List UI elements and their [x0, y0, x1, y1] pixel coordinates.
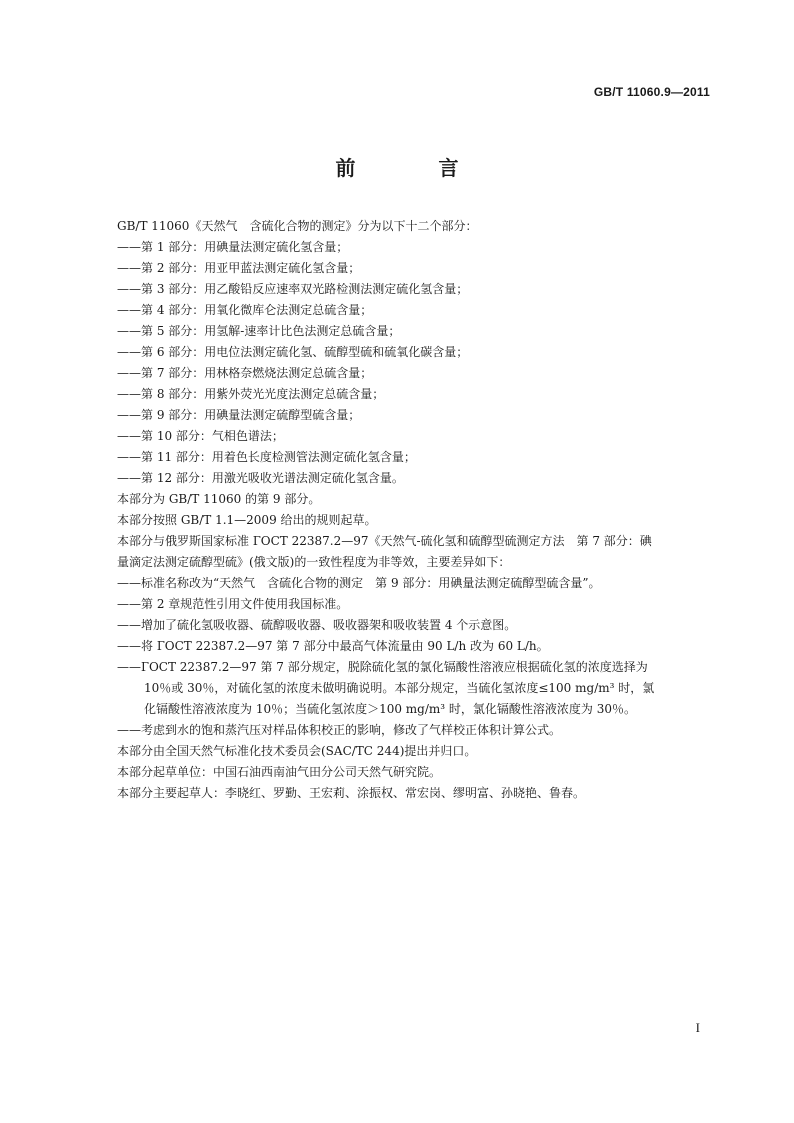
paragraph-line: 本部分主要起草人：李晓红、罗勤、王宏莉、涂振权、常宏岗、缪明富、孙晓艳、鲁春。	[117, 786, 586, 800]
list-item: ——第 9 部分：用碘量法测定硫醇型硫含量；	[117, 408, 361, 422]
list-item: ——第 8 部分：用紫外荧光光度法测定总硫含量；	[117, 387, 385, 401]
list-item: ——第 1 部分：用碘量法测定硫化氢含量；	[117, 240, 349, 254]
list-item: ——ГОСТ 22387.2—97 第 7 部分规定，脱除硫化氢的氯化镉酸性溶液应根据硫化氢的浓度选择为	[117, 660, 648, 674]
paragraph-line: 本部分起草单位：中国石油西南油气田分公司天然气研究院。	[117, 765, 442, 779]
list-item: ——第 12 部分：用激光吸收光谱法测定硫化氢含量。	[117, 471, 404, 485]
document-code: GB/T 11060.9—2011	[593, 85, 710, 99]
list-item: ——增加了硫化氢吸收器、硫醇吸收器、吸收器架和吸收装置 4 个示意图。	[117, 618, 517, 632]
paragraph-line: GB/T 11060《天然气 含硫化合物的测定》分为以下十二个部分：	[117, 219, 478, 233]
list-item: ——第 4 部分：用氧化微库仑法测定总硫含量；	[117, 303, 373, 317]
list-item: ——第 3 部分：用乙酸铅反应速率双光路检测法测定硫化氢含量；	[117, 282, 469, 296]
paragraph-line: 本部分按照 GB/T 1.1—2009 给出的规则起草。	[117, 513, 377, 527]
paragraph-line: 本部分与俄罗斯国家标准 ГОСТ 22387.2—97《天然气-硫化氢和硫醇型硫测定方法 第 7 部分：碘	[117, 534, 652, 548]
list-item: ——将 ГОСТ 22387.2—97 第 7 部分中最高气体流量由 90 L/h 改为 60 L/h。	[117, 639, 549, 653]
list-item: ——第 2 部分：用亚甲蓝法测定硫化氢含量；	[117, 261, 361, 275]
paragraph-line: 量滴定法测定硫醇型硫》(俄文版)的一致性程度为非等效，主要差异如下：	[117, 555, 511, 569]
foreword-body	[117, 216, 712, 804]
list-item: ——第 6 部分：用电位法测定硫化氢、硫醇型硫和硫氧化碳含量；	[117, 345, 469, 359]
list-item: ——考虑到水的饱和蒸汽压对样品体积校正的影响，修改了气样校正体积计算公式。	[117, 723, 562, 737]
list-item-continuation: 化镉酸性溶液浓度为 10％；当硫化氢浓度＞100 mg/m³ 时，氯化镉酸性溶液浓度为 30％。	[144, 702, 636, 716]
list-item: ——第 10 部分：气相色谱法；	[117, 429, 284, 443]
list-item: ——第 7 部分：用林格奈燃烧法测定总硫含量；	[117, 366, 373, 380]
paragraph-line: 本部分为 GB/T 11060 的第 9 部分。	[117, 492, 321, 506]
list-item: ——第 11 部分：用着色长度检测管法测定硫化氢含量；	[117, 450, 416, 464]
list-item: ——标准名称改为“天然气 含硫化合物的测定 第 9 部分：用碘量法测定硫醇型硫含量”。	[117, 576, 601, 590]
paragraph-line: 本部分由全国天然气标准化技术委员会(SAC/TC 244)提出并归口。	[117, 744, 477, 758]
list-item: ——第 2 章规范性引用文件使用我国标准。	[117, 597, 349, 611]
page-title: 前 言	[335, 156, 497, 180]
list-item-continuation: 10％或 30％，对硫化氢的浓度未做明确说明。本部分规定，当硫化氢浓度≤100 mg/m³ 时，氯	[144, 681, 655, 695]
page-number: I	[695, 1020, 700, 1035]
list-item: ——第 5 部分：用氢解-速率计比色法测定总硫含量；	[117, 324, 401, 338]
